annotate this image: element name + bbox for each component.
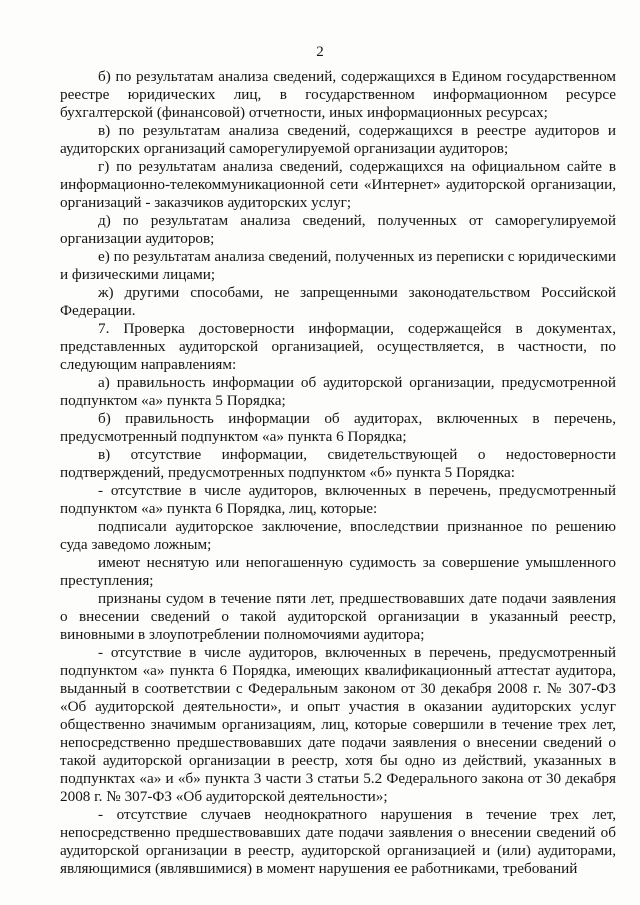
paragraph-dash-repeated-violations: - отсутствие случаев неоднократного нарушения в течение трех лет, непосредственно предшествовавших дате подачи заявления о внесении сведений об аудиторской организации в реестр, аудиторской организацией и (или) аудиторами, являющимися (являвшимися) в момент нарушения ее работниками, требований (60, 806, 616, 877)
paragraph-v-no-false-info: в) отсутствие информации, свидетельствующей о недостоверности подтверждений, предусмотренных подпунктом «б» пункта 5 Порядка: (60, 446, 616, 481)
paragraph-b-auditors-info: б) правильность информации об аудиторах, включенных в перечень, предусмотренный подпунктом «а» пункта 6 Порядка; (60, 410, 616, 445)
paragraph-d-sro: д) по результатам анализа сведений, полученных от саморегулируемой организации аудиторов; (60, 212, 616, 247)
document-body (60, 68, 616, 878)
paragraph-abuse-of-authority: признаны судом в течение пяти лет, предшествовавших дате подачи заявления о внесении сведений о такой аудиторской организации в указанный реестр, виновными в злоупотреблении полномочиями аудитора; (60, 590, 616, 643)
page-number: 2 (316, 44, 324, 60)
paragraph-dash-no-persons: - отсутствие в числе аудиторов, включенных в перечень, предусмотренный подпунктом «а» пункта 6 Порядка, лиц, которые: (60, 482, 616, 517)
paragraph-b-registry: б) по результатам анализа сведений, содержащихся в Едином государственном реестре юридических лиц, в государственном информационном ресурсе бухгалтерской (финансовой) отчетности, иных информационных ресурсах; (60, 68, 616, 121)
paragraph-e-correspondence: е) по результатам анализа сведений, полученных из переписки с юридическими и физическими лицами; (60, 248, 616, 283)
paragraph-g-website: г) по результатам анализа сведений, содержащихся на официальном сайте в информационно-телекоммуникационной сети «Интернет» аудиторской организации, организаций - заказчиков аудиторских услуг; (60, 158, 616, 211)
paragraph-zh-other-methods: ж) другими способами, не запрещенными законодательством Российской Федерации. (60, 284, 616, 319)
paragraph-7-verification: 7. Проверка достоверности информации, содержащейся в документах, представленных аудиторской организацией, осуществляется, в частности, по следующим направлениям: (60, 320, 616, 373)
paragraph-v-auditors-registry: в) по результатам анализа сведений, содержащихся в реестре аудиторов и аудиторских организаций саморегулируемой организации аудиторов; (60, 122, 616, 157)
paragraph-criminal-record: имеют неснятую или непогашенную судимость за совершение умышленного преступления; (60, 554, 616, 589)
paragraph-signed-false-report: подписали аудиторское заключение, впоследствии признанное по решению суда заведомо ложным; (60, 518, 616, 553)
paragraph-a-organization-info: а) правильность информации об аудиторской организации, предусмотренной подпунктом «а» пункта 5 Порядка; (60, 374, 616, 409)
paragraph-dash-qualified-auditors: - отсутствие в числе аудиторов, включенных в перечень, предусмотренный подпунктом «а» пункта 6 Порядка, имеющих квалификационный аттестат аудитора, выданный в соответствии с Федеральным законом от 30 декабря 2008 г. № 307-ФЗ «Об аудиторской деятельности», и опыт участия в оказании аудиторских услуг общественно значимым организациям, лиц, которые совершили в течение трех лет, непосредственно предшествовавших дате подачи заявления о внесении сведений о такой аудиторской организации в реестр, хотя бы одно из действий, указанных в подпунктах «а» и «б» пункта 3 части 3 статьи 5.2 Федерального закона от 30 декабря 2008 г. № 307-ФЗ «Об аудиторской деятельности»; (60, 644, 616, 805)
